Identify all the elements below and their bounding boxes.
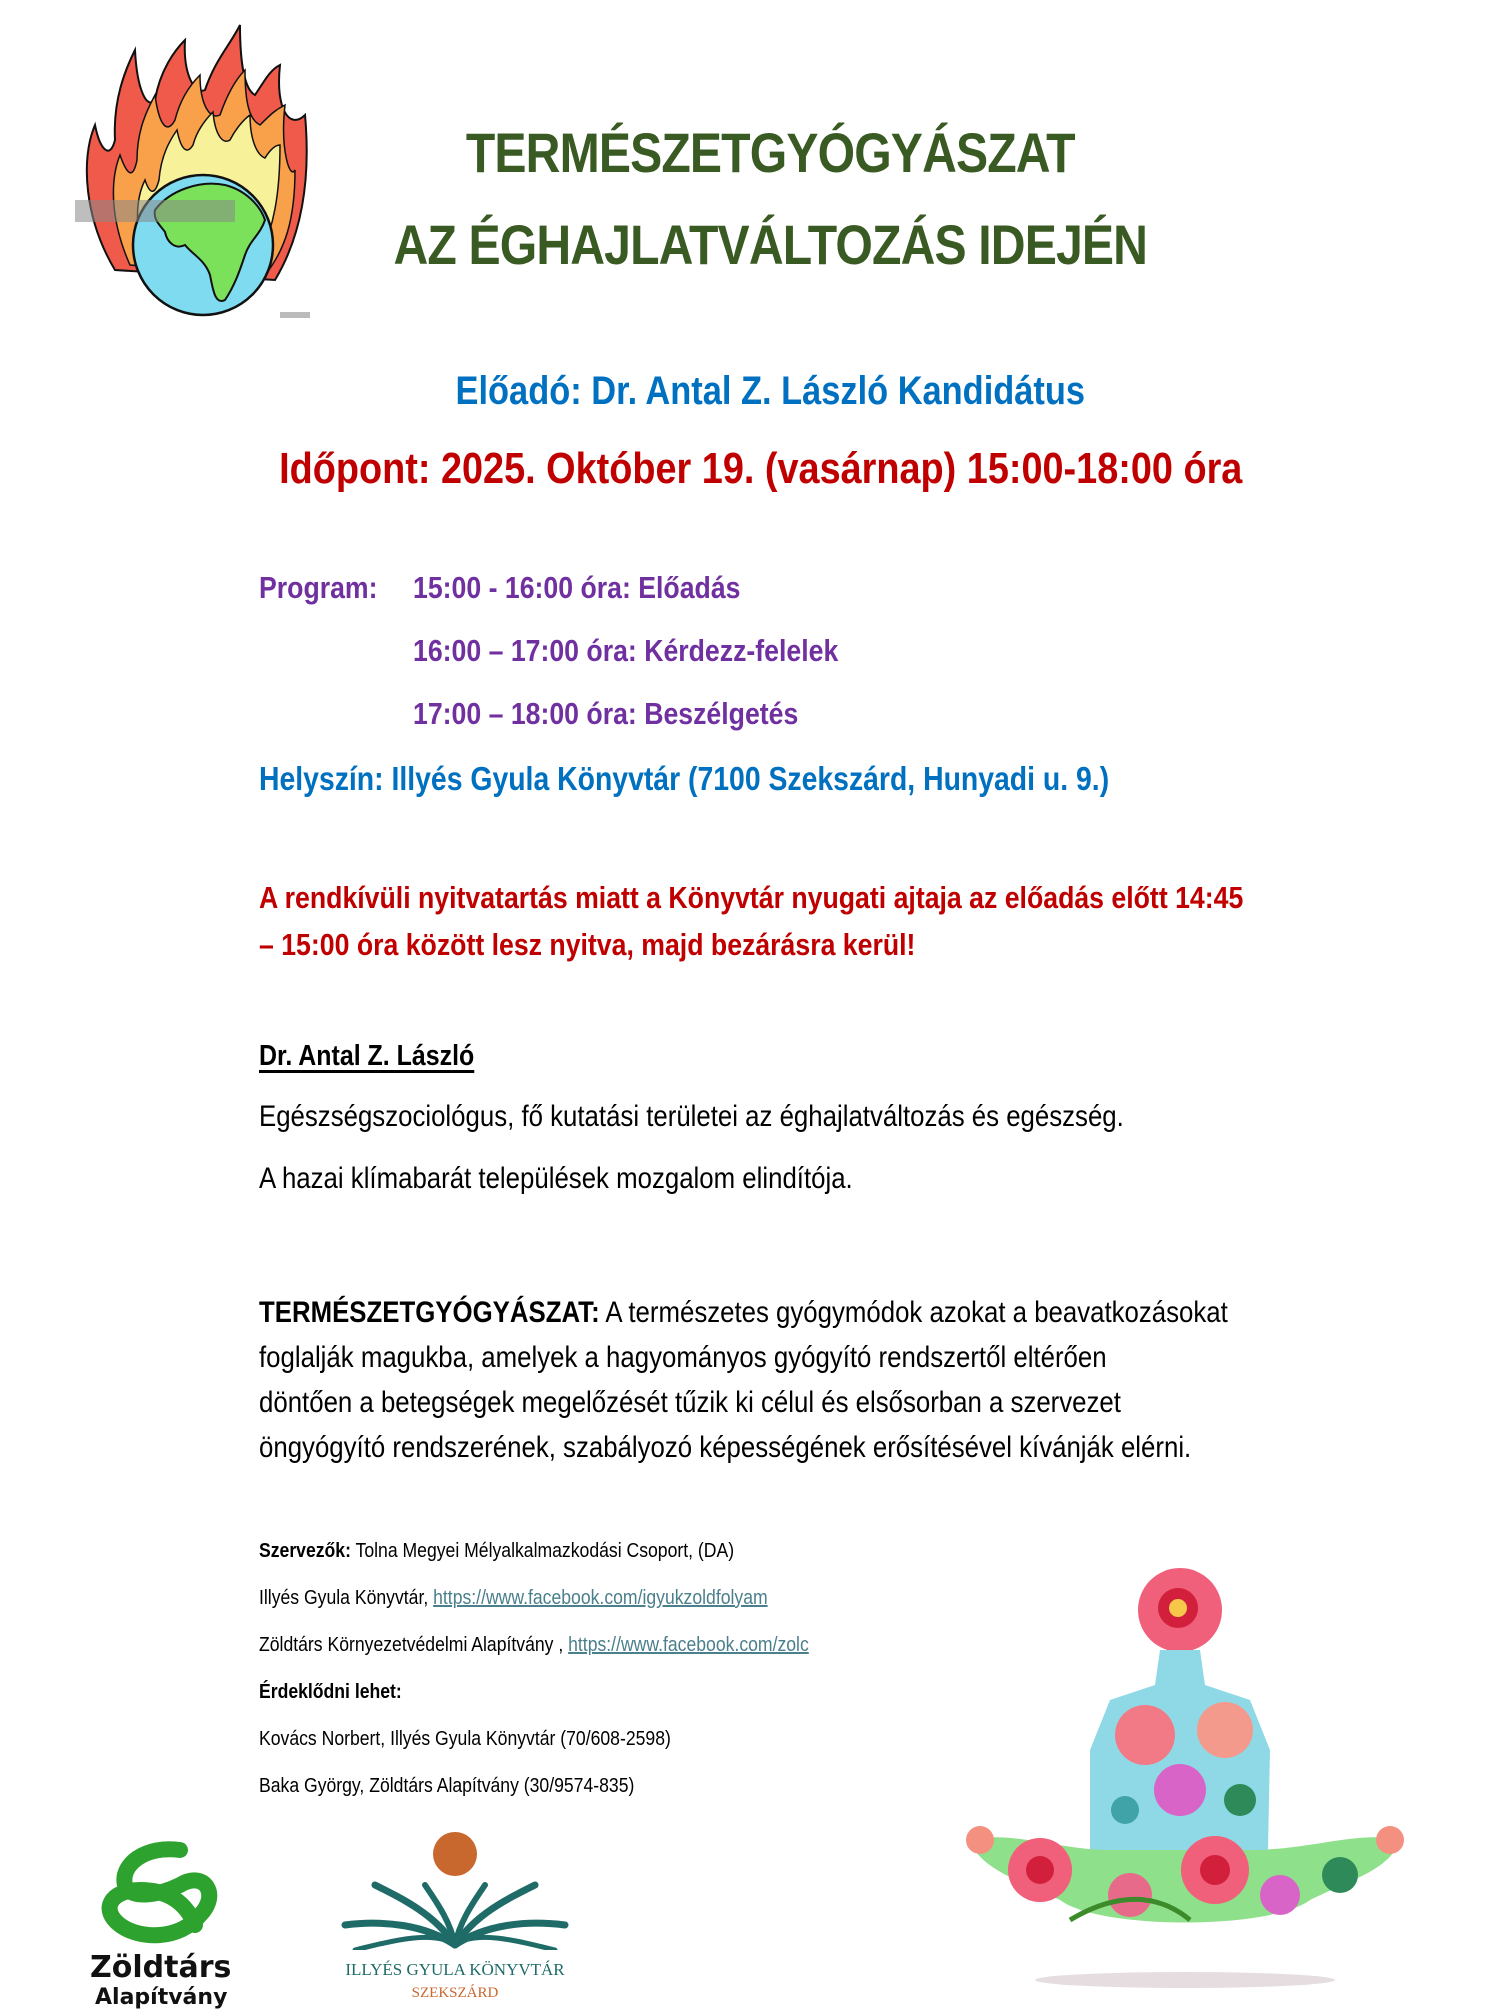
organizer-3-facebook-link[interactable]: https://www.facebook.com/zolc: [568, 1634, 809, 1656]
notice-line-1: A rendkívüli nyitvatartás miatt a Könyvtár nyugati ajtaja az előadás előtt 14:45: [259, 880, 1244, 915]
zoldtars-knot-icon: [85, 1840, 235, 1950]
library-logo: [335, 1830, 575, 2010]
meditation-figure-icon: [950, 1550, 1420, 2016]
library-name: ILLYÉS GYULA KÖNYVTÁR: [345, 1960, 565, 1979]
event-time: Időpont: 2025. Október 19. (vasárnap) 15:00-18:00 óra: [279, 444, 1243, 493]
description-line: öngyógyító rendszerének, szabályozó képességének erősítésével kívánják elérni.: [259, 1431, 1192, 1464]
organizers-line: [259, 1540, 734, 1563]
bio-line-2: A hazai klímabarát települések mozgalom elindítója.: [259, 1162, 853, 1195]
program-item: 17:00 – 18:00 óra: Beszélgetés: [413, 696, 799, 731]
notice-line-2: – 15:00 óra között lesz nyitva, majd bezárásra kerül!: [259, 927, 916, 962]
description-paragraph: [259, 1290, 1228, 1470]
program-item: 15:00 - 16:00 óra: Előadás: [413, 570, 741, 605]
page-title-line-2: AZ ÉGHAJLATVÁLTOZÁS IDEJÉN: [393, 213, 1148, 276]
contact-1: Kovács Norbert, Illyés Gyula Könyvtár (70/608-2598): [259, 1728, 671, 1750]
open-book-sun-icon: [335, 1830, 575, 1950]
program-item: 16:00 – 17:00 óra: Kérdezz-felelek: [413, 633, 839, 668]
library-city: SZEKSZÁRD: [411, 1985, 499, 2001]
contact-2: Baka György, Zöldtárs Alapítvány (30/9574-835): [259, 1775, 635, 1797]
speaker-line: Előadó: Dr. Antal Z. László Kandidátus: [455, 369, 1085, 413]
contact-label-line: [259, 1681, 402, 1704]
organizer-3-name: Zöldtárs Környezetvédelmi Alapítvány ,: [259, 1634, 569, 1656]
page-title-line-1: TERMÉSZETGYÓGYÁSZAT: [465, 121, 1075, 184]
contact-label: Érdeklődni lehet:: [259, 1681, 402, 1703]
organizer-2-name: Illyés Gyula Könyvtár,: [259, 1587, 434, 1609]
organizer-1: Tolna Megyei Mélyalkalmazkodási Csoport, (DA): [350, 1540, 735, 1562]
description-line: döntően a betegségek megelőzését tűzik ki célul és elsősorban a szervezet: [259, 1386, 1121, 1419]
zoldtars-logo: [85, 1840, 235, 2010]
organizer-2-facebook-link[interactable]: https://www.facebook.com/igyukzoldfolyam: [433, 1587, 768, 1609]
bio-line-1: Egészségszociológus, fő kutatási területei az éghajlatváltozás és egészség.: [259, 1100, 1124, 1133]
speaker-name-heading: Dr. Antal Z. László: [259, 1040, 475, 1072]
description-line: foglalják magukba, amelyek a hagyományos gyógyító rendszertől eltérően: [259, 1341, 1107, 1374]
event-location: Helyszín: Illyés Gyula Könyvtár (7100 Szekszárd, Hunyadi u. 9.): [259, 760, 1110, 797]
zoldtars-subtitle: Alapítvány: [95, 1985, 228, 2010]
zoldtars-name: Zöldtárs: [90, 1950, 232, 1985]
program-label: Program:: [259, 570, 378, 605]
organizer-2-line: [259, 1587, 768, 1610]
description-term: TERMÉSZETGYÓGYÁSZAT:: [259, 1296, 600, 1329]
yoga-floral-figure: [950, 1550, 1420, 2016]
organizer-3-line: [259, 1634, 809, 1657]
organizers-label: Szervezők:: [259, 1540, 351, 1562]
description-line: A természetes gyógymódok azokat a beavatkozásokat: [599, 1296, 1228, 1329]
